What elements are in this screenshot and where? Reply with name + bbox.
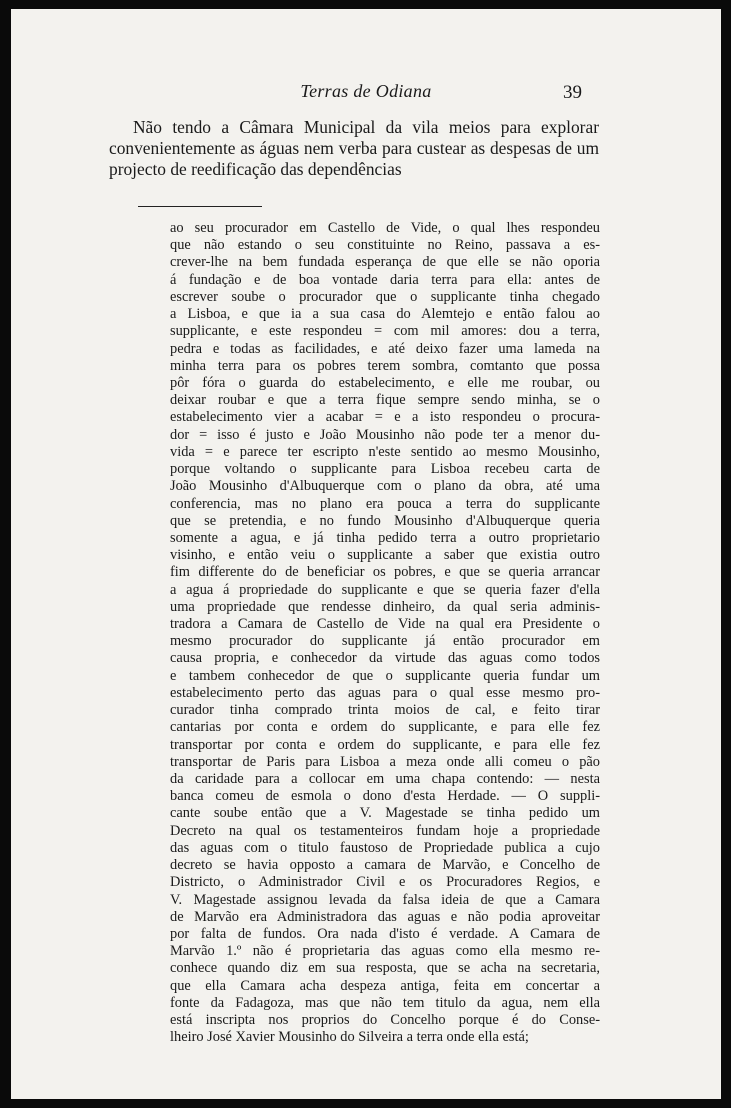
footnote-line: transportar de Paris para Lisboa a meza onde alli comeu o pão	[170, 753, 600, 770]
footnote-line: á fundação e de boa vontade daria terra para ella: antes de	[170, 271, 600, 288]
footnote-line: vida = e parece ter escripto n'este sentido ao mesmo Mousinho,	[170, 443, 600, 460]
footnote-line: fonte da Fadagoza, mas que não tem titulo da agua, nem ella	[170, 994, 600, 1011]
footnote-line: conhece quando diz em sua resposta, que se acha na secretaria,	[170, 960, 600, 977]
footnote-line: de Marvão era Administradora das aguas e não podia aproveitar	[170, 908, 600, 925]
footnote-line: Marvão 1.º não é proprietaria das aguas como ella mesmo re-	[170, 943, 600, 960]
footnote-line: Decreto na qual os testamenteiros fundam hoje a propriedade	[170, 822, 600, 839]
footnote-line: somente a agua, e já tinha pedido terra a outro proprietario	[170, 529, 600, 546]
footnote-line: banca comeu de esmola o dono d'esta Herdade. — O suppli-	[170, 788, 600, 805]
footnote-line: está inscripta nos proprios do Concelho porque é do Conse-	[170, 1012, 600, 1029]
footnote-line: fim differente do de beneficiar os pobres, e que se queria arrancar	[170, 564, 600, 581]
footnote-line: V. Magestade assignou levada da falsa ideia de que a Camara	[170, 891, 600, 908]
page-number: 39	[563, 82, 582, 103]
footnote-line: uma propriedade que rendesse dinheiro, da qual seria adminis-	[170, 598, 600, 615]
footnote-line: que se pretendia, e no fundo Mousinho d'Albuquerque queria	[170, 512, 600, 529]
footnote-line: cante soube então que a V. Magestade se tinha pedido um	[170, 805, 600, 822]
footnote-line: a agua á propriedade do supplicante e que se queria fazer d'ella	[170, 581, 600, 598]
page-header	[11, 81, 721, 107]
footnote-line: das aguas com o titulo faustoso de Propriedade publica a cujo	[170, 839, 600, 856]
footnote-line: tradora a Camara de Castello de Vide na qual era Presidente o	[170, 616, 600, 633]
footnote-line: conferencia, mas no plano era pouca a terra do supplicante	[170, 495, 600, 512]
footnote-line: curador tinha comprado trinta moios de cal, e feito tirar	[170, 702, 600, 719]
footnote-line: e tambem conhecedor de que o supplicante queria fundar um	[170, 667, 600, 684]
footnote-line: causa propria, e conhecedor da virtude das aguas como todos	[170, 650, 600, 667]
book-page	[11, 9, 721, 1099]
footnote-line: por falta de fundos. Ora nada d'isto é verdade. A Camara de	[170, 925, 600, 942]
footnote-line: decreto se havia opposto a camara de Marvão, e Concelho de	[170, 857, 600, 874]
footnote-line: estabelecimento vier a acabar = e a isto respondeu o procura-	[170, 409, 600, 426]
footnote-line: da caridade para a collocar em uma chapa contendo: — nesta	[170, 771, 600, 787]
footnote-line: porque voltando o supplicante para Lisboa recebeu carta de	[170, 461, 600, 478]
footnote-line: pedra e todas as facilidades, e até deixo fazer uma lameda na	[170, 340, 600, 357]
footnote-line: deixar roubar e que a terra fique sempre sendo minha, se o	[170, 392, 600, 409]
footnote-line: minha terra para os pobres terem sombra, comtanto que possa	[170, 357, 600, 374]
main-paragraph: Não tendo a Câmara Municipal da vila meios para explorar convenientemente as águas nem verba para custear as despesas de um projecto de reedificação das dependências	[109, 117, 599, 179]
footnote-line: pôr fóra o guarda do estabelecimento, e elle me roubar, ou	[170, 374, 600, 391]
footnote-block	[170, 220, 600, 1047]
footnote-line: que não estando o seu constituinte no Reino, passava a es-	[170, 237, 600, 254]
footnote-line: supplicante, e este respondeu = com mil amores: dou a terra,	[170, 323, 600, 340]
footnote-line: a Lisboa, e que ia a sua casa do Alemtejo e então falou ao	[170, 306, 600, 323]
footnote-line: escrever soube o procurador que o supplicante tinha chegado	[170, 288, 600, 305]
footnote-line: transportar por conta e ordem do supplicante, e para elle fez	[170, 736, 600, 753]
footnote-line: dor = isso é justo e João Mousinho não pode ter a menor du-	[170, 426, 600, 443]
footnote-line: ao seu procurador em Castello de Vide, o qual lhes respondeu	[170, 220, 600, 236]
footnote-line: lheiro José Xavier Mousinho do Silveira a terra onde ella está;	[170, 1029, 529, 1046]
footnote-line: João Mousinho d'Albuquerque com o plano da obra, até uma	[170, 478, 600, 495]
footnote-line: mesmo procurador do supplicante já então procurador em	[170, 633, 600, 650]
footnote-line: Districto, o Administrador Civil e os Procuradores Regios, e	[170, 874, 600, 891]
footnote-separator-rule	[138, 206, 262, 207]
footnote-line: estabelecimento perto das aguas para o qual esse mesmo pro-	[170, 684, 600, 701]
footnote-line: visinho, e então veiu o supplicante a saber que existia outro	[170, 547, 600, 564]
running-title: Terras de Odiana	[300, 81, 432, 101]
footnote-line: crever-lhe na bem fundada esperança de que elle se não oporia	[170, 254, 600, 271]
footnote-line: que ella Camara acha despeza antiga, feita em concertar a	[170, 977, 600, 994]
footnote-line: cantarias por conta e ordem do supplicante, e para elle fez	[170, 719, 600, 736]
